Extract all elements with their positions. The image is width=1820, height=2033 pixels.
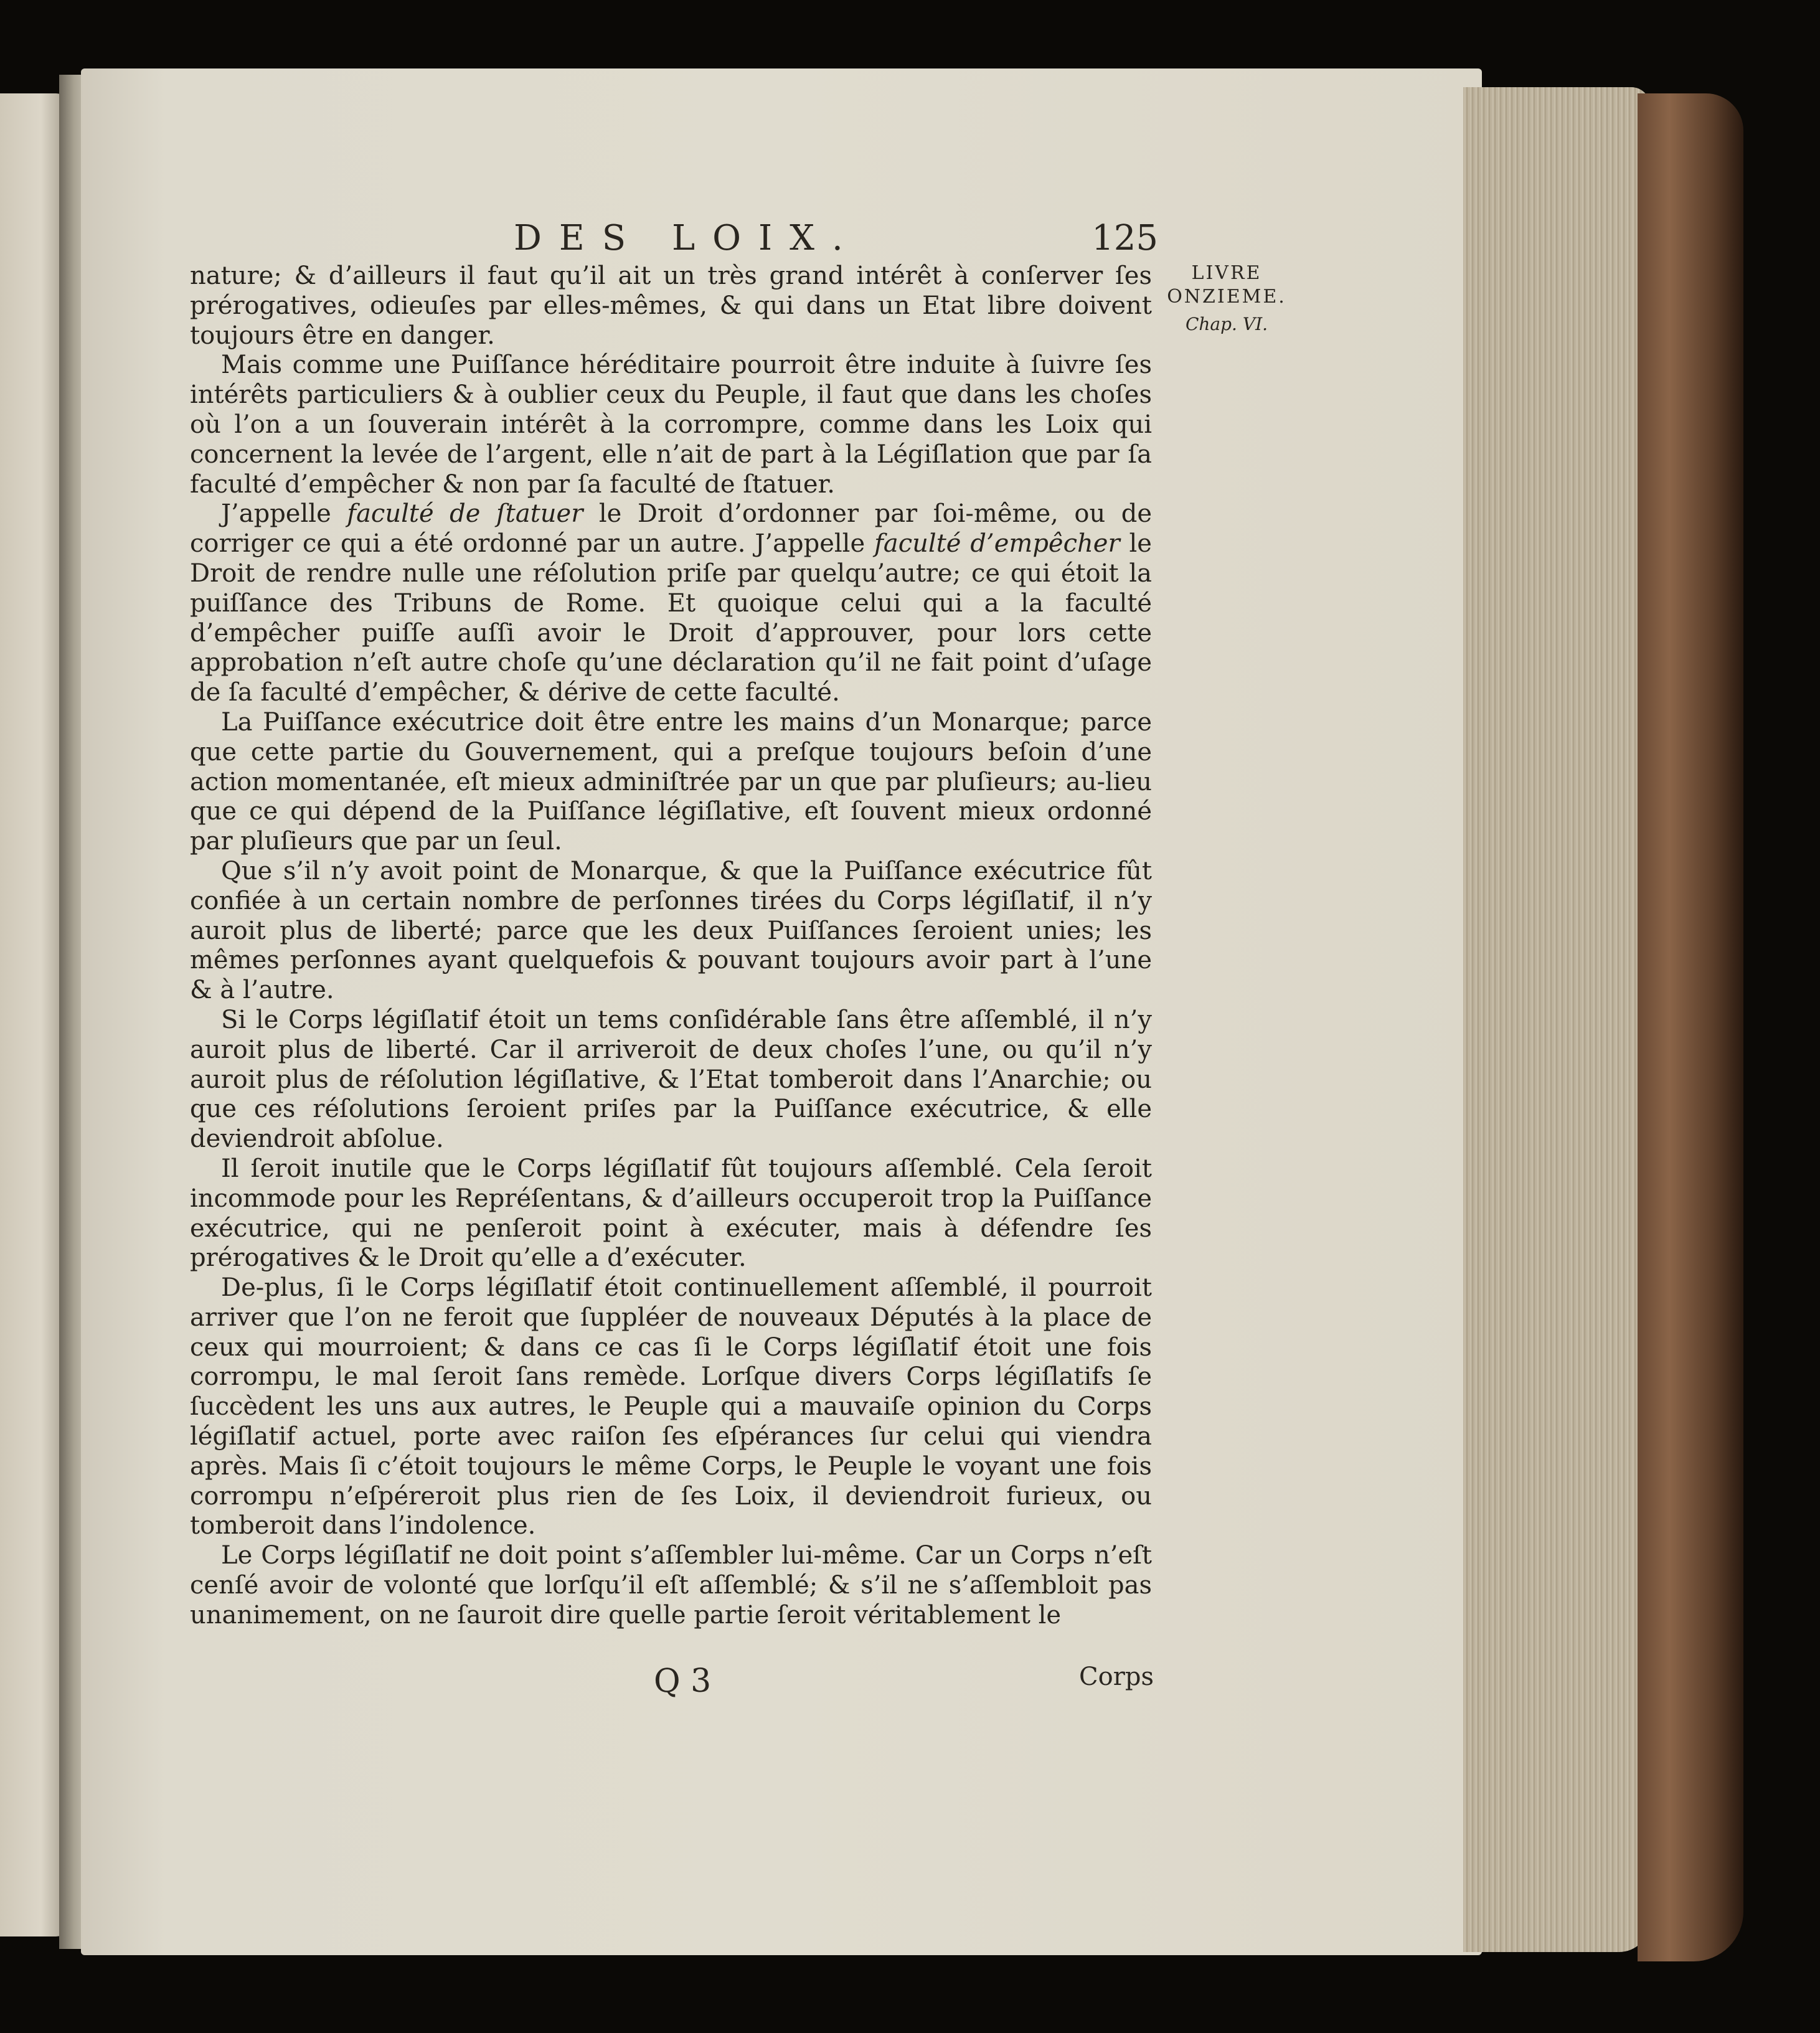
body-text — [190, 262, 1152, 1631]
paragraph: Mais comme une Puiſſance héréditaire pourroit être induite à ſuivre ſes intérêts particuliers & à oublier ceux du Peuple, il faut que dans les choſes où l’on a un ſouverain intérêt à la corrompre, comme dans les Loix qui concernent la levée de l’argent, elle n’ait de part à la Légiſlation que par ſa faculté d’empêcher & non par ſa faculté de ſtatuer. — [190, 351, 1152, 499]
paragraph: Que s’il n’y avoit point de Monarque, & que la Puiſſance exécutrice fût confiée à un certain nombre de perſonnes tirées du Corps légiſlatif, il n’y auroit plus de liberté; parce que les deux Puiſſances ſeroient unies; les mêmes perſonnes ayant quelquefois & pouvant toujours avoir part à l’une & à l’autre. — [190, 856, 1152, 1005]
left-page-edge — [0, 93, 68, 1936]
margin-note-book-line1: LIVRE — [1191, 262, 1262, 284]
italic-term: faculté d’empêcher — [874, 529, 1120, 559]
paragraph: Le Corps légiſlatif ne doit point s’aſſembler lui-même. Car un Corps n’eſt cenſé avoir de volonté que lorſqu’il eſt aſſemblé; & s’il ne s’aſſembloit pas unanimement, on ne ſauroit dire quelle partie ſeroit véritablement le — [190, 1541, 1152, 1630]
running-title: DES LOIX. — [514, 218, 860, 258]
margin-note — [1164, 262, 1289, 334]
definition-text: le Droit d’ordonner par ſoi-même, ou de corriger ce qui a été ordonné par un autre. J’appelle — [190, 499, 1153, 559]
paragraph: nature; & d’ailleurs il faut qu’il ait un très grand intérêt à conſerver ſes prérogatives, odieuſes par elles-mêmes, & qui dans un Etat libre doivent toujours être en danger. — [190, 262, 1152, 350]
paragraph: Si le Corps légiſlatif étoit un tems conſidérable ſans être aſſemblé, il n’y auroit plus de liberté. Car il arriveroit de deux choſes l’une, ou qu’il n’y auroit plus de réſolution légiſlative, & l’Etat tomberoit dans l’Anarchie; ou que ces réſolutions ſeroient priſes par la Puiſſance exécutrice, & elle deviendroit abſolue. — [190, 1005, 1152, 1154]
paragraph: Il ſeroit inutile que le Corps légiſlatif fût toujours aſſemblé. Cela ſeroit incommode pour les Repréſentans, & d’ailleurs occuperoit trop la Puiſſance exécutrice, qui ne penſeroit point à exécuter, mais à défendre ſes prérogatives & le Droit qu’elle a d’exécuter. — [190, 1154, 1152, 1273]
catchword: Corps — [1079, 1663, 1154, 1691]
running-head — [187, 218, 1158, 268]
page-block-edges — [1463, 87, 1650, 1952]
definition-text: le Droit de rendre nulle une réſolution priſe par quelqu’autre; ce qui étoit la puiſſance des Tribuns de Rome. Et quoique celui qui a la faculté d’empêcher puiſſe auſſi avoir le Droit d’approuver, pour lors cette approbation n’eſt autre choſe qu’une déclaration qu’il ne fait point d’uſage de ſa faculté d’empêcher, & dérive de cette faculté. — [190, 529, 1152, 707]
paragraph: De-plus, ſi le Corps légiſlatif étoit continuellement aſſemblé, il pourroit arriver que l’on ne feroit que ſuppléer de nouveaux Députés à la place de ceux qui mourroient; & dans ce cas ſi le Corps légiſlatif étoit une fois corrompu, le mal ſeroit ſans remède. Lorſque divers Corps légiſlatifs ſe ſuccèdent les uns aux autres, le Peuple qui a mauvaiſe opinion du Corps légiſlatif actuel, porte avec raiſon ſes eſpérances ſur celui qui viendra après. Mais ſi c’étoit toujours le même Corps, le Peuple le voyant une fois corrompu n’eſpéreroit plus rien de ſes Loix, il deviendroit furieux, ou tomberoit dans l’indolence. — [190, 1273, 1152, 1540]
signature-mark: Q 3 — [654, 1663, 712, 1700]
italic-term: faculté de ſtatuer — [347, 499, 583, 529]
book-cover-edge — [1638, 93, 1743, 1961]
definition-text: J’appelle — [221, 499, 347, 529]
paragraph: La Puiſſance exécutrice doit être entre les mains d’un Monarque; parce que cette partie du Gouvernement, qui a preſque toujours beſoin d’une action momentanée, eſt mieux adminiſtrée par un que par pluſieurs; au-lieu que ce qui dépend de la Puiſſance légiſlative, eſt ſouvent mieux ordonné par pluſieurs que par un ſeul. — [190, 707, 1152, 856]
margin-note-chapter: Chap. VI. — [1185, 314, 1268, 334]
margin-note-book-line2: ONZIEME. — [1167, 286, 1286, 308]
definition-paragraph — [190, 499, 1152, 708]
page-number: 125 — [1092, 218, 1158, 258]
